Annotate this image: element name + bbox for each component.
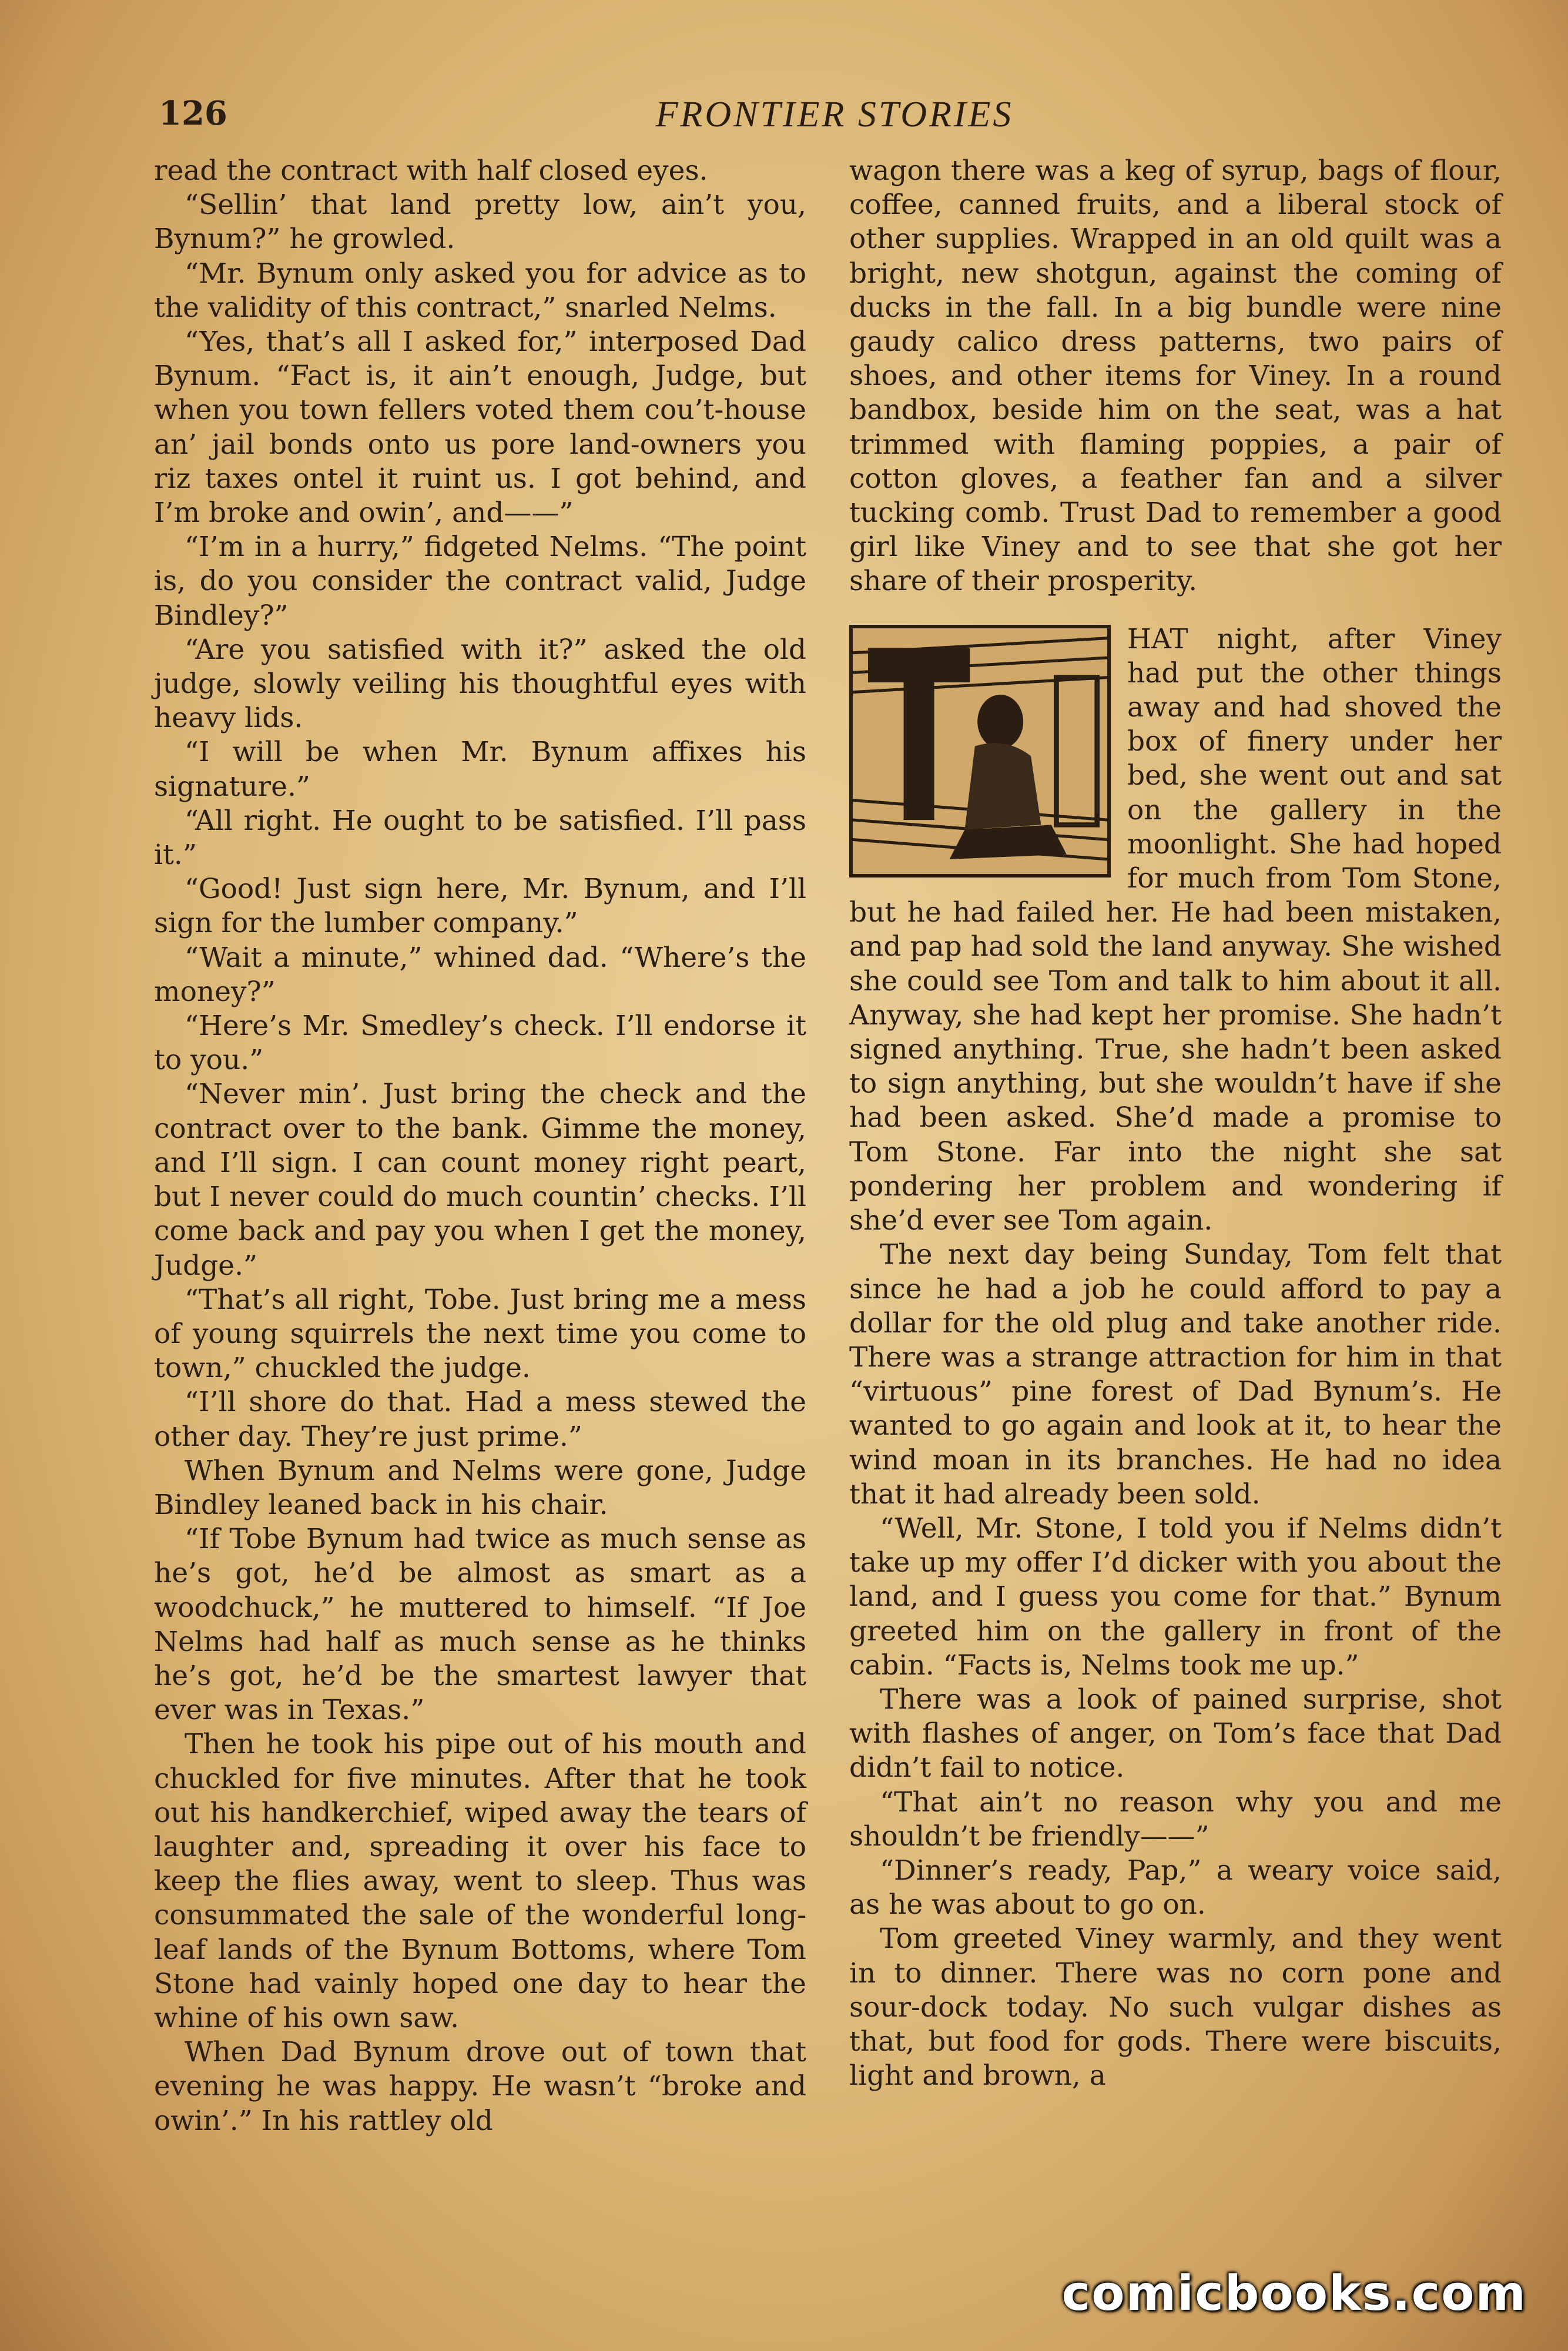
dropcap-section [849,622,1502,1238]
paragraph: There was a look of pained surprise, shot with flashes of anger, on Tom’s face that Dad didn’t fail to notice. [849,1683,1502,1784]
paragraph: “Yes, that’s all I asked for,” interposed Dad Bynum. “Fact is, it ain’t enough, Judge, but when you town fellers voted them cou’t-house an’ jail bonds onto us pore land-owners you riz taxes ontel it ruint us. I got behind, and I’m broke and owin’, and——” [154,326,806,530]
paragraph: Tom greeted Viney warmly, and they went in to dinner. There was no corn pone and sour-dock today. No such vulgar dishes as that, but food for gods. There were biscuits, light and brown, a [849,1923,1502,2092]
paragraph: “I will be when Mr. Bynum affixes his signature.” [154,736,806,803]
paragraph: read the contract with half closed eyes. [154,155,708,187]
paragraph: “Dinner’s ready, Pap,” a weary voice said, as he was about to go on. [849,1854,1502,1921]
paragraph: “Never min’. Just bring the check and the contract over to the bank. Gimme the money, and I’ll sign. I can count money right peart, but I never could do much countin’ checks. I’ll come back and pay you when I get the money, Judge.” [154,1078,806,1282]
paragraph: “I’ll shore do that. Had a mess stewed the other day. They’re just prime.” [154,1386,806,1453]
left-column [154,154,806,2138]
paragraph: The next day being Sunday, Tom felt that since he had a job he could afford to pay a dollar for the old plug and take another ride. There was a strange attraction for him in that “virtuous” pine forest of Dad Bynum’s. He wanted to go again and look at it, to hear the wind moan in its branches. He had no idea that it had already been sold. [849,1238,1502,1511]
paragraph: “That’s all right, Tobe. Just bring me a mess of young squirrels the next time you come to town,” chuckled the judge. [154,1283,806,1385]
right-column [849,154,1502,2093]
paragraph: When Dad Bynum drove out of town that evening he was happy. He wasn’t “broke and owin’.” In his rattley old [154,2036,806,2137]
page-number: 126 [159,94,227,133]
paragraph: “Good! Just sign here, Mr. Bynum, and I’ll sign for the lumber company.” [154,873,806,940]
paragraph: “All right. He ought to be satisfied. I’ll pass it.” [154,804,806,872]
paragraph: wagon there was a keg of syrup, bags of flour, coffee, canned fruits, and a liberal stock of other supplies. Wrapped in an old quilt was a bright, new shotgun, against the coming of ducks in the fall. In a big bundle were nine gaudy calico dress patterns, two pairs of shoes, and other items for Viney. In a round bandbox, beside him on the seat, was a hat trimmed with flaming poppies, a pair of cotton gloves, a feather fan and a silver tucking comb. Trust Dad to remember a good girl like Viney and to see that she got her share of their prosperity. [849,155,1502,598]
paragraph: “Here’s Mr. Smedley’s check. I’ll endorse it to you.” [154,1010,806,1077]
dropcap-paragraph: HAT night, after Viney had put the other things away and had shoved the box of finery under her bed, she went out and sat on the gallery in the moonlight. She had hoped for much from Tom Stone, but he had failed her. He had been mistaken, and pap had sold the land anyway. She wished she could see Tom and talk to him about it all. Anyway, she had kept her promise. She hadn’t signed anything. True, she hadn’t been asked to sign anything, but she wouldn’t have if she had been asked. She’d made a promise to Tom Stone. Far into the night she sat pondering her problem and wondering if she’d ever see Tom again. [849,622,1502,1237]
paragraph: “Wait a minute,” whined dad. “Where’s the money?” [154,941,806,1008]
paragraph: When Bynum and Nelms were gone, Judge Bindley leaned back in his chair. [154,1454,806,1521]
magazine-title: FRONTIER STORIES [655,95,1014,135]
paragraph: “I’m in a hurry,” fidgeted Nelms. “The point is, do you consider the contract valid, Judge Bindley?” [154,531,806,632]
paragraph: “Well, Mr. Stone, I told you if Nelms didn’t take up my offer I’d dicker with you about the land, and I guess you come for that.” Bynum greeted him on the gallery in front of the cabin. “Facts is, Nelms took me up.” [849,1512,1502,1682]
illustrated-initial-t [849,625,1111,878]
paragraph: “That ain’t no reason why you and me shouldn’t be friendly——” [849,1786,1502,1853]
paragraph: “Mr. Bynum only asked you for advice as to the validity of this contract,” snarled Nelms. [154,257,806,324]
paragraph: Then he took his pipe out of his mouth and chuckled for five minutes. After that he took out his handkerchief, wiped away the tears of laughter and, spreading it over his face to keep the flies away, went to sleep. Thus was consummated the sale of the wonderful long-leaf lands of the Bynum Bottoms, where Tom Stone had vainly hoped one day to hear the whine of his own saw. [154,1728,806,2034]
site-watermark: comicbooks.com [1061,2266,1527,2322]
paragraph: “Are you satisfied with it?” asked the old judge, slowly veiling his thoughtful eyes with heavy lids. [154,633,806,735]
paragraph: “Sellin’ that land pretty low, ain’t you, Bynum?” he growled. [154,189,806,256]
page-header [159,94,1510,147]
paragraph: “If Tobe Bynum had twice as much sense as he’s got, he’d be almost as smart as a woodchuck,” he muttered to himself. “If Joe Nelms had half as much sense as he thinks he’s got, he’d be the smartest lawyer that ever was in Texas.” [154,1523,806,1727]
